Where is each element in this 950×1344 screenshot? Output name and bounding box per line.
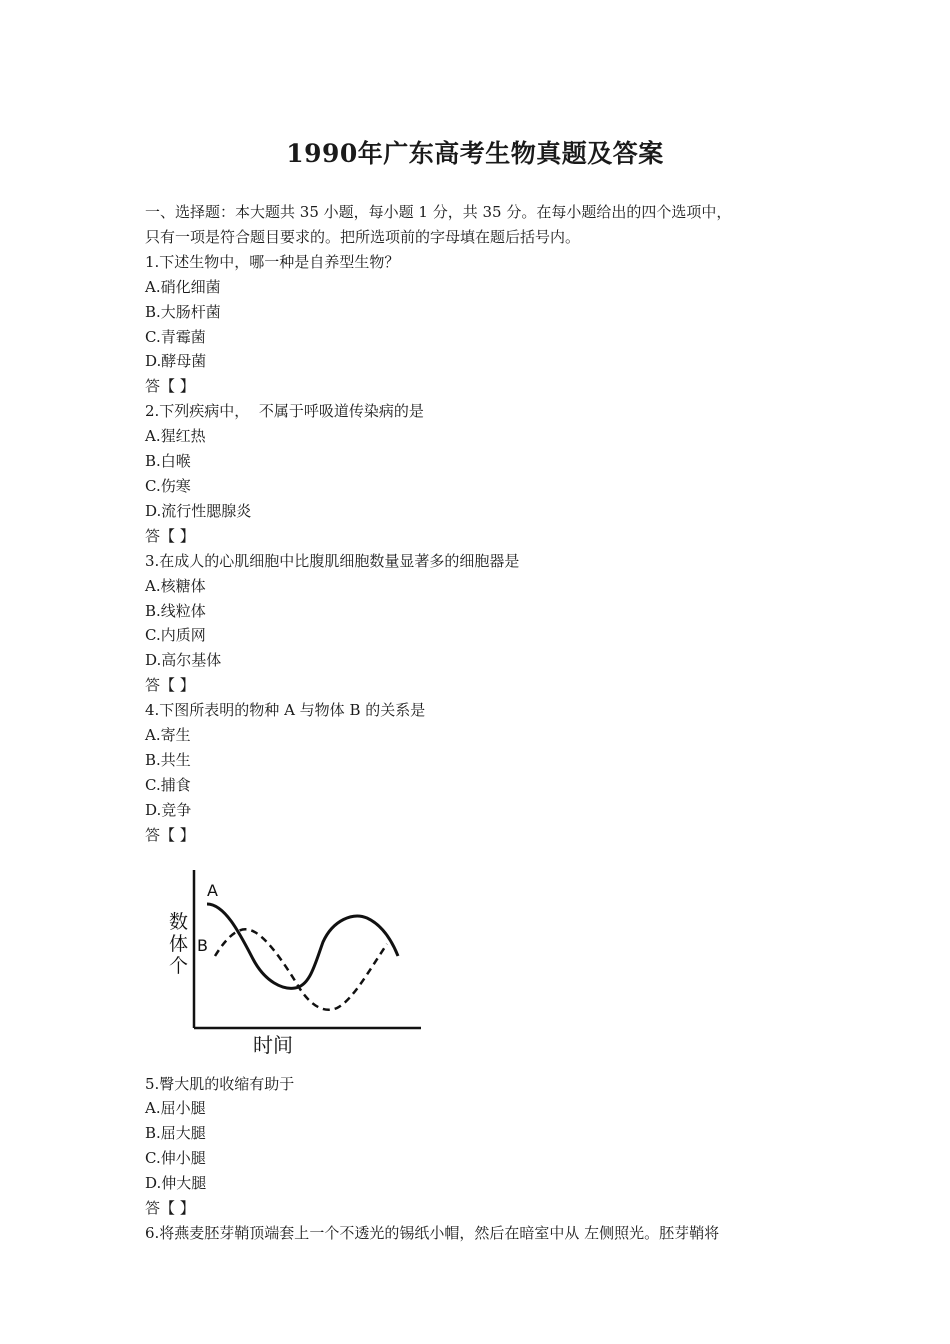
option-c: C.青霉菌: [145, 327, 206, 346]
option-d: D.高尔基体: [145, 651, 222, 670]
answer-bracket: 答【 】: [145, 1199, 195, 1218]
question-stem: 4.下图所表明的物种 A 与物体 B 的关系是: [145, 701, 426, 720]
option-a: A.核糖体: [145, 576, 206, 595]
option-a: A.屈小腿: [145, 1099, 206, 1118]
option-a: A.猩红热: [145, 427, 206, 446]
question-6: [145, 1221, 810, 1246]
label-b: B: [197, 935, 208, 955]
option-c: C.捕食: [145, 775, 191, 794]
y-axis-label-char: 个: [169, 954, 189, 977]
question-stem: 2.下列疾病中， 不属于呼吸道传染病的是: [145, 402, 424, 421]
option-b: B.共生: [145, 750, 191, 769]
option-d: D.酵母菌: [145, 352, 207, 371]
page-title: 1990年广东高考生物真题及答案: [286, 139, 664, 168]
option-b: B.大肠杆菌: [145, 302, 221, 321]
option-b: B.屈大腿: [145, 1124, 206, 1143]
option-c: C.内质网: [145, 626, 206, 645]
question-5: [145, 1072, 810, 1221]
exam-content: [145, 200, 810, 1246]
curve-b: [215, 929, 387, 1009]
question-stem: 5.臀大肌的收缩有助于: [145, 1074, 295, 1093]
option-b: B.线粒体: [145, 601, 206, 620]
x-axis-label: 时间: [253, 1032, 293, 1057]
question-4: [145, 698, 810, 847]
answer-bracket: 答【 】: [145, 377, 195, 396]
question-1: [145, 250, 810, 399]
answer-bracket: 答【 】: [145, 676, 195, 695]
option-a: A.寄生: [145, 726, 191, 745]
curve-a: [207, 904, 398, 988]
question-2: [145, 399, 810, 548]
label-a: A: [207, 880, 218, 900]
answer-bracket: 答【 】: [145, 526, 195, 545]
intro-line-1: 一、选择题：本大题共 35 小题，每小题 1 分，共 35 分。在每小题给出的四个选项中，: [145, 203, 732, 221]
option-a: A.硝化细菌: [145, 277, 221, 296]
question-stem: 1.下述生物中，哪一种是自养型生物？: [145, 252, 400, 271]
question-stem: 6.将燕麦胚芽鞘顶端套上一个不透光的锡纸小帽，然后在暗室中从 左侧照光。胚芽鞘将: [145, 1224, 720, 1242]
answer-bracket: 答【 】: [145, 825, 195, 844]
question-3: [145, 549, 810, 698]
y-axis-label: [169, 911, 194, 977]
option-c: C.伤寒: [145, 476, 191, 495]
option-c: C.伸小腿: [145, 1149, 206, 1168]
population-graph: [145, 864, 810, 1058]
option-b: B.白喉: [145, 452, 191, 471]
y-axis-label-char: 体: [169, 932, 189, 955]
intro-line-2: 只有一项是符合题目要求的。把所选项前的字母填在题后括号内。: [145, 227, 581, 246]
option-d: D.伸大腿: [145, 1174, 207, 1193]
y-axis-label-char: 数: [169, 910, 189, 933]
option-d: D.竞争: [145, 800, 192, 819]
option-d: D.流行性腮腺炎: [145, 501, 252, 520]
question-stem: 3.在成人的心肌细胞中比腹肌细胞数量显著多的细胞器是: [145, 551, 520, 570]
population-graph-svg: [165, 864, 445, 1058]
